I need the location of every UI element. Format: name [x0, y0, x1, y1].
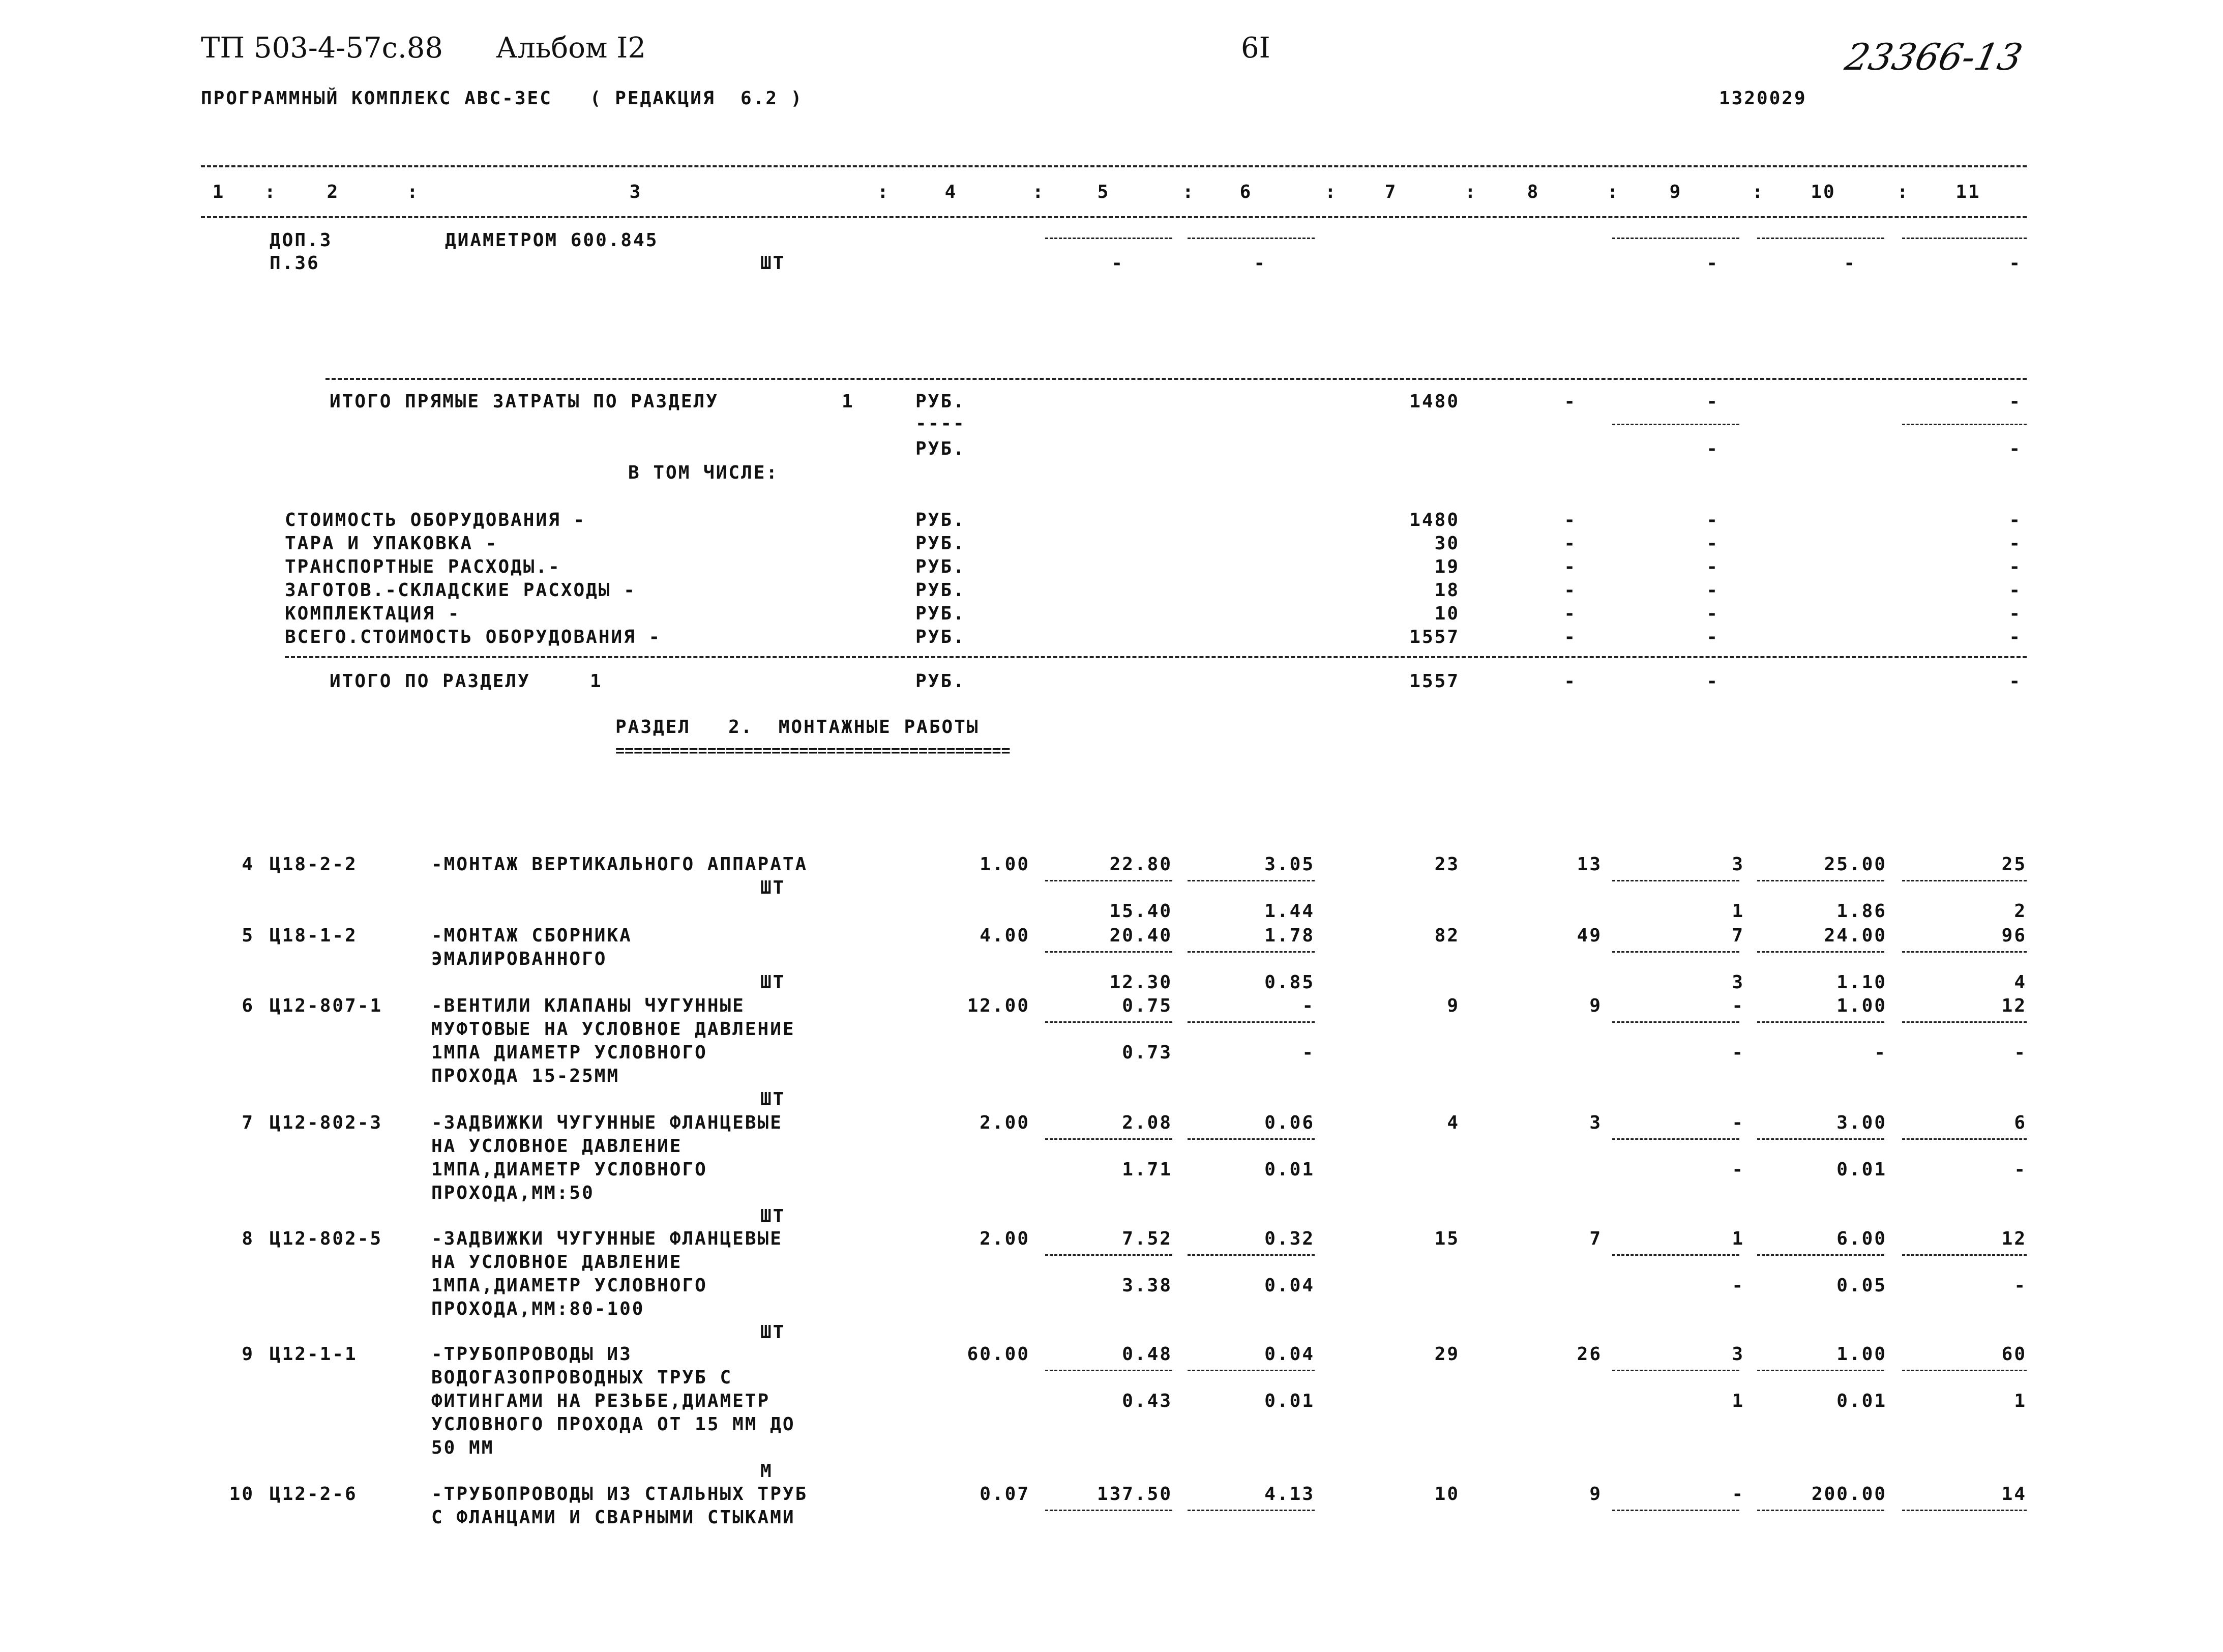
column-number-10: 10 [1811, 182, 1836, 202]
table-top-rule [201, 165, 2027, 167]
cost-item-unit: РУБ. [915, 627, 966, 647]
item-sub-s6: 0.04 [1264, 1275, 1315, 1296]
item-rule-6 [1188, 1510, 1315, 1511]
item-rule-6 [1188, 951, 1315, 953]
cost-item-dash-11: - [2009, 603, 2022, 624]
item-number: 6 [242, 995, 254, 1016]
item-sub-s5: 15.40 [1109, 901, 1172, 922]
item-c8: 9 [1589, 1484, 1602, 1504]
item-sub-s6: - [1302, 1042, 1315, 1063]
item-rule-5 [1045, 1138, 1172, 1140]
totals-sub-dash-9: - [1706, 438, 1719, 459]
section-total-no: 1 [590, 671, 603, 692]
cost-item-value: 18 [1434, 580, 1460, 601]
cost-item-dash-8: - [1564, 510, 1577, 530]
item-rule-10 [1757, 880, 1884, 881]
section-total-dash-8: - [1564, 671, 1577, 692]
cost-item-label: ТАРА И УПАКОВКА - [285, 533, 498, 554]
item-c11: 60 [2001, 1344, 2027, 1365]
item-qty: 0.07 [980, 1484, 1030, 1504]
item-number: 7 [242, 1112, 254, 1133]
continuation-dash-6: - [1254, 253, 1266, 274]
item-sub-s11: 2 [2014, 901, 2027, 922]
continuation-dash-10: - [1844, 253, 1856, 274]
continuation-rule-9 [1612, 238, 1739, 239]
item-sub-s6: 1.44 [1264, 901, 1315, 922]
cost-item-value: 10 [1434, 603, 1460, 624]
cost-item-dash-11: - [2009, 510, 2022, 530]
item-c9: 1 [1732, 1228, 1744, 1249]
item-description-line: ВОДОГАЗОПРОВОДНЫХ ТРУБ С [431, 1367, 733, 1388]
item-rule-6 [1188, 1021, 1315, 1023]
section2-underline: =========================================== [615, 742, 1011, 760]
column-number-2: 2 [327, 182, 340, 202]
column-number-3: 3 [629, 182, 642, 202]
item-qty: 2.00 [980, 1112, 1030, 1133]
item-sub-s10: 0.05 [1836, 1275, 1887, 1296]
column-separator: : [407, 182, 420, 202]
item-c9: - [1732, 1484, 1744, 1504]
cost-item-dash-9: - [1706, 556, 1719, 577]
album-label: Альбом I2 [496, 32, 646, 65]
cost-item-label: ТРАНСПОРТНЫЕ РАСХОДЫ.- [285, 556, 561, 577]
direct-costs-dash-8: - [1564, 391, 1577, 412]
cost-item-dash-11: - [2009, 627, 2022, 647]
cost-item-dash-11: - [2009, 556, 2022, 577]
item-c9: 3 [1732, 1344, 1744, 1365]
column-number-1: 1 [212, 182, 225, 202]
section-total-value: 1557 [1409, 671, 1460, 692]
cost-item-dash-8: - [1564, 533, 1577, 554]
direct-costs-subdash: ---- [915, 413, 966, 434]
item-code: Ц12-2-6 [270, 1484, 358, 1504]
item-sub-s11: - [2014, 1275, 2027, 1296]
item-c11: 12 [2001, 1228, 2027, 1249]
column-separator: : [1032, 182, 1045, 202]
cost-item-dash-11: - [2009, 533, 2022, 554]
item-rule-10 [1757, 1370, 1884, 1371]
cost-item-label: СТОИМОСТЬ ОБОРУДОВАНИЯ - [285, 510, 586, 530]
cost-item-unit: РУБ. [915, 556, 966, 577]
item-number: 5 [242, 925, 254, 946]
cost-item-dash-9: - [1706, 627, 1719, 647]
item-description-line: -МОНТАЖ СБОРНИКА [431, 925, 632, 946]
cost-item-dash-8: - [1564, 580, 1577, 601]
item-c6: 4.13 [1264, 1484, 1315, 1504]
cost-item-unit: РУБ. [915, 533, 966, 554]
item-c10: 200.00 [1811, 1484, 1887, 1504]
item-rule-9 [1612, 1138, 1739, 1140]
continuation-dash-5: - [1111, 253, 1124, 274]
item-sub-s5: 1.71 [1122, 1159, 1172, 1180]
item-description-line: МУФТОВЫЕ НА УСЛОВНОЕ ДАВЛЕНИЕ [431, 1019, 795, 1040]
item-rule-10 [1757, 1021, 1884, 1023]
column-separator: : [1607, 182, 1620, 202]
item-unit: ШТ [760, 1206, 786, 1227]
item-code: Ц12-807-1 [270, 995, 383, 1016]
item-c7: 15 [1434, 1228, 1460, 1249]
cost-item-label: ВСЕГО.СТОИМОСТЬ ОБОРУДОВАНИЯ - [285, 627, 662, 647]
item-c11: 12 [2001, 995, 2027, 1016]
column-separator: : [1897, 182, 1910, 202]
direct-costs-label: ИТОГО ПРЯМЫЕ ЗАТРАТЫ ПО РАЗДЕЛУ [330, 391, 719, 412]
section-total-unit: РУБ. [915, 671, 966, 692]
item-c9: - [1732, 995, 1744, 1016]
totals-sub-dash-11: - [2009, 438, 2022, 459]
item-sub-s11: 4 [2014, 972, 2027, 993]
item-sub-s6: 0.01 [1264, 1159, 1315, 1180]
item-c11: 6 [2014, 1112, 2027, 1133]
item-c5: 20.40 [1109, 925, 1172, 946]
continuation-dash-11: - [2009, 253, 2022, 274]
item-c11: 25 [2001, 854, 2027, 875]
cost-item-dash-11: - [2009, 580, 2022, 601]
handwritten-stamp: 23366-13 [1842, 36, 2026, 78]
item-description-line: ФИТИНГАМИ НА РЕЗЬБЕ,ДИАМЕТР [431, 1391, 770, 1411]
item-rule-5 [1045, 880, 1172, 881]
item-rule-5 [1045, 951, 1172, 953]
item-description-line: -ЗАДВИЖКИ ЧУГУННЫЕ ФЛАНЦЕВЫЕ [431, 1228, 783, 1249]
item-number: 9 [242, 1344, 254, 1365]
totals-bottom-rule [285, 656, 2027, 658]
column-number-4: 4 [944, 182, 958, 202]
item-rule-11 [1902, 1370, 2027, 1371]
item-rule-5 [1045, 1021, 1172, 1023]
direct-costs-value: 1480 [1409, 391, 1460, 412]
item-code: Ц12-1-1 [270, 1344, 358, 1365]
item-rule-10 [1757, 1138, 1884, 1140]
cost-item-dash-9: - [1706, 580, 1719, 601]
section2-title: РАЗДЕЛ 2. МОНТАЖНЫЕ РАБОТЫ [615, 717, 980, 738]
item-description-line: ПРОХОДА,ММ:50 [431, 1183, 595, 1203]
item-c8: 13 [1577, 854, 1602, 875]
item-unit: М [760, 1461, 773, 1482]
cost-item-dash-8: - [1564, 627, 1577, 647]
item-sub-s9: - [1732, 1275, 1744, 1296]
item-description-line: 50 ММ [431, 1437, 494, 1458]
cost-item-unit: РУБ. [915, 580, 966, 601]
item-sub-s9: - [1732, 1159, 1744, 1180]
column-separator: : [1465, 182, 1477, 202]
item-description-line: -ТРУБОПРОВОДЫ ИЗ СТАЛЬНЫХ ТРУБ [431, 1484, 808, 1504]
totals-sub-unit: РУБ. [915, 438, 966, 459]
item-rule-9 [1612, 1370, 1739, 1371]
item-c9: 3 [1732, 854, 1744, 875]
column-separator: : [264, 182, 277, 202]
cost-item-dash-9: - [1706, 603, 1719, 624]
item-rule-6 [1188, 880, 1315, 881]
item-code: Ц12-802-5 [270, 1228, 383, 1249]
item-sub-s5: 12.30 [1109, 972, 1172, 993]
section-total-dash-11: - [2009, 671, 2022, 692]
item-rule-6 [1188, 1370, 1315, 1371]
cost-item-label: ЗАГОТОВ.-СКЛАДСКИЕ РАСХОДЫ - [285, 580, 636, 601]
item-number: 4 [242, 854, 254, 875]
item-unit: ШТ [760, 972, 786, 993]
cost-item-value: 19 [1434, 556, 1460, 577]
item-rule-10 [1757, 1510, 1884, 1511]
item-c8: 9 [1589, 995, 1602, 1016]
including-label: В ТОМ ЧИСЛЕ: [628, 462, 779, 483]
item-qty: 1.00 [980, 854, 1030, 875]
cost-item-unit: РУБ. [915, 603, 966, 624]
item-c5: 2.08 [1122, 1112, 1172, 1133]
cost-item-dash-8: - [1564, 603, 1577, 624]
item-sub-s11: 1 [2014, 1391, 2027, 1411]
direct-costs-dash-11: - [2009, 391, 2022, 412]
column-separator: : [1182, 182, 1195, 202]
item-c5: 22.80 [1109, 854, 1172, 875]
item-sub-s5: 0.43 [1122, 1391, 1172, 1411]
item-rule-11 [1902, 1138, 2027, 1140]
item-sub-s10: 0.01 [1836, 1159, 1887, 1180]
totals-top-rule [325, 378, 2027, 380]
item-c5: 0.75 [1122, 995, 1172, 1016]
column-number-11: 11 [1955, 182, 1981, 202]
item-description-line: 1МПА,ДИАМЕТР УСЛОВНОГО [431, 1275, 707, 1296]
item-c7: 4 [1447, 1112, 1460, 1133]
item-c10: 1.00 [1836, 995, 1887, 1016]
item-c11: 14 [2001, 1484, 2027, 1504]
item-qty: 12.00 [967, 995, 1030, 1016]
cost-item-dash-8: - [1564, 556, 1577, 577]
item-sub-s10: 1.86 [1836, 901, 1887, 922]
item-c7: 23 [1434, 854, 1460, 875]
item-sub-s5: 0.73 [1122, 1042, 1172, 1063]
continuation-ref1: ДОП.3 [270, 230, 333, 251]
item-c8: 3 [1589, 1112, 1602, 1133]
continuation-dash-9: - [1706, 253, 1719, 274]
cost-item-value: 1557 [1409, 627, 1460, 647]
item-rule-5 [1045, 1370, 1172, 1371]
column-number-7: 7 [1384, 182, 1398, 202]
column-number-6: 6 [1239, 182, 1253, 202]
section-total-label: ИТОГО ПО РАЗДЕЛУ [330, 671, 530, 692]
direct-costs-unit: РУБ. [915, 391, 966, 412]
item-c5: 137.50 [1096, 1484, 1172, 1504]
item-c10: 3.00 [1836, 1112, 1887, 1133]
item-rule-11 [1902, 951, 2027, 953]
item-description-line: -ВЕНТИЛИ КЛАПАНЫ ЧУГУННЫЕ [431, 995, 745, 1016]
item-c10: 25.00 [1824, 854, 1887, 875]
item-rule-5 [1045, 1254, 1172, 1256]
item-c6: 1.78 [1264, 925, 1315, 946]
cost-item-dash-9: - [1706, 510, 1719, 530]
item-code: Ц12-802-3 [270, 1112, 383, 1133]
item-sub-s10: - [1874, 1042, 1887, 1063]
item-sub-s9: 1 [1732, 1391, 1744, 1411]
page-number: 6I [1241, 32, 1270, 65]
item-sub-s10: 0.01 [1836, 1391, 1887, 1411]
item-rule-9 [1612, 880, 1739, 881]
item-c10: 24.00 [1824, 925, 1887, 946]
item-rule-11 [1902, 880, 2027, 881]
item-code: Ц18-2-2 [270, 854, 358, 875]
item-unit: ШТ [760, 877, 786, 898]
item-c10: 6.00 [1836, 1228, 1887, 1249]
column-number-8: 8 [1527, 182, 1540, 202]
item-description-line: 1МПА,ДИАМЕТР УСЛОВНОГО [431, 1159, 707, 1180]
item-sub-s6: 0.85 [1264, 972, 1315, 993]
item-rule-11 [1902, 1510, 2027, 1511]
item-c8: 49 [1577, 925, 1602, 946]
column-header-rule [201, 216, 2027, 218]
item-description-line: ПРОХОДА,ММ:80-100 [431, 1299, 645, 1319]
column-separator: : [877, 182, 890, 202]
item-rule-11 [1902, 1254, 2027, 1256]
continuation-rule-5 [1045, 238, 1172, 239]
item-description-line: НА УСЛОВНОЕ ДАВЛЕНИЕ [431, 1252, 683, 1273]
item-c9: - [1732, 1112, 1744, 1133]
item-rule-6 [1188, 1254, 1315, 1256]
cost-item-dash-9: - [1706, 533, 1719, 554]
item-c6: - [1302, 995, 1315, 1016]
item-rule-5 [1045, 1510, 1172, 1511]
item-c6: 0.04 [1264, 1344, 1315, 1365]
direct-costs-dash-9: - [1706, 391, 1719, 412]
continuation-rule-10 [1757, 238, 1884, 239]
item-number: 8 [242, 1228, 254, 1249]
item-c8: 7 [1589, 1228, 1602, 1249]
column-number-5: 5 [1097, 182, 1110, 202]
item-unit: ШТ [760, 1322, 786, 1343]
item-rule-10 [1757, 1254, 1884, 1256]
item-rule-9 [1612, 1510, 1739, 1511]
item-sub-s5: 3.38 [1122, 1275, 1172, 1296]
continuation-unit: ШТ [760, 253, 786, 274]
item-rule-11 [1902, 1021, 2027, 1023]
item-c11: 96 [2001, 925, 2027, 946]
item-c7: 9 [1447, 995, 1460, 1016]
continuation-rule-6 [1188, 238, 1315, 239]
doc-code: ТП 503-4-57с.88 [201, 32, 443, 65]
continuation-rule-11 [1902, 238, 2027, 239]
item-description-line: -ЗАДВИЖКИ ЧУГУННЫЕ ФЛАНЦЕВЫЕ [431, 1112, 783, 1133]
item-description-line: С ФЛАНЦАМИ И СВАРНЫМИ СТЫКАМИ [431, 1507, 795, 1528]
program-code: 1320029 [1719, 88, 1807, 109]
item-description-line: 1МПА ДИАМЕТР УСЛОВНОГО [431, 1042, 707, 1063]
item-c10: 1.00 [1836, 1344, 1887, 1365]
item-rule-9 [1612, 1254, 1739, 1256]
totals-rule-11 [1902, 424, 2027, 425]
item-c6: 0.06 [1264, 1112, 1315, 1133]
section-total-dash-9: - [1706, 671, 1719, 692]
item-sub-s9: 3 [1732, 972, 1744, 993]
item-c5: 7.52 [1122, 1228, 1172, 1249]
continuation-name: ДИАМЕТРОМ 600.845 [445, 230, 659, 251]
totals-rule-9 [1612, 424, 1739, 425]
item-rule-6 [1188, 1138, 1315, 1140]
cost-item-unit: РУБ. [915, 510, 966, 530]
item-qty: 2.00 [980, 1228, 1030, 1249]
program-title: ПРОГРАММНЫЙ КОМПЛЕКС АВС-3ЕС ( РЕДАКЦИЯ 6.2 ) [201, 88, 804, 109]
item-unit: ШТ [760, 1089, 786, 1110]
item-rule-9 [1612, 1021, 1739, 1023]
cost-item-value: 30 [1434, 533, 1460, 554]
item-sub-s6: 0.01 [1264, 1391, 1315, 1411]
item-rule-10 [1757, 951, 1884, 953]
item-description-line: ПРОХОДА 15-25ММ [431, 1066, 620, 1086]
item-c6: 0.32 [1264, 1228, 1315, 1249]
item-c7: 82 [1434, 925, 1460, 946]
item-code: Ц18-1-2 [270, 925, 358, 946]
item-description-line: ЭМАЛИРОВАННОГО [431, 949, 607, 969]
item-number: 10 [229, 1484, 254, 1504]
column-number-9: 9 [1669, 182, 1682, 202]
continuation-ref2: П.36 [270, 253, 320, 274]
item-sub-s11: - [2014, 1042, 2027, 1063]
item-c7: 10 [1434, 1484, 1460, 1504]
item-description-line: НА УСЛОВНОЕ ДАВЛЕНИЕ [431, 1136, 683, 1157]
item-sub-s10: 1.10 [1836, 972, 1887, 993]
direct-costs-section-no: 1 [842, 391, 854, 412]
item-sub-s9: - [1732, 1042, 1744, 1063]
item-qty: 4.00 [980, 925, 1030, 946]
item-rule-9 [1612, 951, 1739, 953]
cost-item-value: 1480 [1409, 510, 1460, 530]
item-c7: 29 [1434, 1344, 1460, 1365]
item-c6: 3.05 [1264, 854, 1315, 875]
item-sub-s11: - [2014, 1159, 2027, 1180]
item-qty: 60.00 [967, 1344, 1030, 1365]
column-separator: : [1325, 182, 1338, 202]
column-separator: : [1752, 182, 1765, 202]
item-c8: 26 [1577, 1344, 1602, 1365]
item-description-line: УСЛОВНОГО ПРОХОДА ОТ 15 ММ ДО [431, 1414, 795, 1435]
item-c5: 0.48 [1122, 1344, 1172, 1365]
item-description-line: -ТРУБОПРОВОДЫ ИЗ [431, 1344, 632, 1365]
item-description-line: -МОНТАЖ ВЕРТИКАЛЬНОГО АППАРАТА [431, 854, 808, 875]
item-sub-s9: 1 [1732, 901, 1744, 922]
item-c9: 7 [1732, 925, 1744, 946]
cost-item-label: КОМПЛЕКТАЦИЯ - [285, 603, 461, 624]
